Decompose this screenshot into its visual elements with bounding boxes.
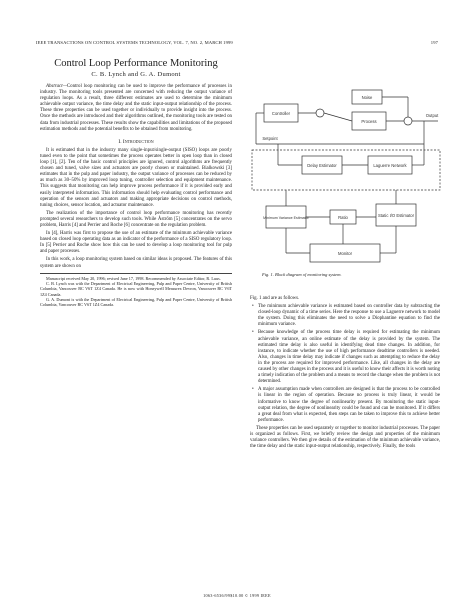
intro-paragraph: In this work, a loop monitoring system based on similar ideas is proposed. The features of this system are shown on [40, 257, 232, 269]
left-column [40, 84, 232, 307]
list-item: • Because knowledge of the process time delay is required for estimating the minimum achievable variance, an online estimate of the delay is provided by the system. The estimated time delay is also useful in identifying dead time changes. In addition, for instance, to indicate whether the use of high performance deadtime controllers is needed. Also, changes in time delay may indicate if changes such as attempting to reduce the delay in the process are required for improved performance. Like, all changes in the delay are caused by other changes in the process and it is useful to know their affects it is worth noting a timely indication of the problem and a means to record the change when the problem is not determined. [258, 330, 440, 385]
list-item: • A major assumption made when controllers are designed is that the process to be controlled is linear in the region of operation. Because no process is truly linear, it would be informative to know the degree of nonlinearity present. By monitoring the static input-output relation, the degree of nonlinearity could be found and can be monitored. If it differs a great deal from what is expected, then steps can be taken to improve this to achieve better performance. [258, 387, 440, 424]
paper-authors: C. B. Lynch and G. A. Dumont [91, 71, 181, 78]
footnote: C. B. Lynch was with the Department of Electrical Engineering, Pulp and Paper Centre, University of British Columbia, Vancouver BC V6T 1Z4 Canada. He is now with Honeywell Measurex Devron, Vancouver BC V6T 1Z4 Canada. [40, 280, 232, 297]
static-io-label: Static I/O Estimator [377, 213, 415, 218]
page-number: 197 [430, 40, 438, 45]
setpoint-label: Setpoint [262, 136, 278, 141]
block-diagram-svg [248, 86, 444, 272]
abstract-text: Control loop monitoring can be used to improve the performance of processes in industry. The monitoring tools presented are concerned with reducing the output variance of regulation loops. As a result, three different estimates are used to determine the minimum achievable output variance, the time delay and the static input-output relationship of the process. These three properties can be used together or individually to provide insight into the process. Once the methods are introduced and their algorithms outlined, the monitoring tools are tested on data from industrial processes. These results show the capabilities and limitations of the proposed estimation methods and the potential benefits to be obtained from monitoring. [40, 84, 232, 132]
process-label: Process [361, 119, 377, 124]
running-header [36, 40, 438, 48]
copyright-line: 1063-6536/99$10.00 © 1999 IEEE [203, 593, 271, 598]
property-list [250, 304, 440, 424]
right-intro: Fig. 1 and are as follows. [250, 296, 300, 301]
controller-label: Controller [271, 111, 291, 116]
min-var-label: Minimum Variance Estimator [263, 216, 309, 220]
right-column [250, 296, 440, 452]
delay-estimator-label: Delay Estimator [307, 163, 337, 168]
intro-paragraph: The realization of the importance of control loop performance monitoring has recently prompted several researchers to develop such tools. While Åström [5] concentrates on the servo problem, Harris [4] and Perrier and Roche [6] concentrate on the regulation problem. [40, 210, 232, 228]
footnotes [40, 273, 232, 308]
summing-junction [404, 117, 412, 125]
figure-block-diagram [248, 86, 444, 272]
list-item: • The minimum achievable variance is estimated based on controller data by subtracting the closed-loop dynamic of a time series. Here the response to use a Laguerre network to model the system. Doing this eliminates the need to solve a Diophantine equation to find the minimum variance. [258, 304, 440, 328]
footnote: Manuscript received May 20, 1996; revised June 17, 1998. Recommended by Associate Editor, R. Luus. [46, 275, 221, 281]
monitor-label: Monitor [338, 251, 352, 256]
output-label: Output [425, 113, 439, 118]
footnote: G. A. Dumont is with the Department of Electrical Engineering, Pulp and Paper Centre, University of British Columbia, Vancouver BC V6T 1Z4 Canada. [40, 296, 232, 308]
figure-caption: Fig. 1. Block diagram of monitoring system. [262, 272, 342, 277]
abstract [40, 84, 232, 133]
paper-title: Control Loop Performance Monitoring [54, 58, 218, 69]
intro-paragraph: In [4], Harris was first to propose the use of an estimate of the minimum achievable variance based on closed loop operating data as an indicator of the performance of a SISO regulatory loop. In [5] Perrier and Roche show how this can be used to develop a loop monitoring tool for pulp and paper processes. [40, 231, 232, 255]
section-heading-introduction: I. Introduction [118, 138, 154, 145]
ratio-label: Ratio [338, 215, 348, 220]
noise-label: Noise [361, 95, 373, 100]
intro-paragraph: It is estimated that in the industry many single-input/single-output (SISO) loops are poorly tuned even to the point that sometimes the process operates better in open loop than in closed loop [1], [2]. Ten of the basic control principles are ignored, control algorithms are frequently chosen and tuned, valve sizes and actuators are poorly chosen or maintained. Bialkowski [3] estimates that in the pulp and paper industry, the output variance of processes can be reduced by as much as 30–50% by improved loop tuning, controller selection and equipment maintenance. This suggests that monitoring can help improve process performance if it is provided early and easily interpreted information. This information should help evaluating control performance and operation of the sensors and actuators and making appropriate decisions on control methods, tuning choices, sensor location, and actuator maintenance. [40, 147, 232, 208]
summing-junction [316, 109, 324, 117]
laguerre-label: Laguerre Network [373, 163, 407, 168]
closing-paragraph: These properties can be used separately or together to monitor industrial processes. The paper is organized as follows. First, we briefly review the design and properties of the minimum variance controllers. We then give details of the estimation of the minimum achievable variance, the time delay and the static input-output relationship, respectively. Finally, the tools [250, 425, 440, 450]
journal-name: IEEE TRANSACTIONS ON CONTROL SYSTEMS TECHNOLOGY, VOL. 7, NO. 2, MARCH 1999 [36, 40, 233, 45]
abstract-lead: Abstract— [46, 84, 67, 89]
